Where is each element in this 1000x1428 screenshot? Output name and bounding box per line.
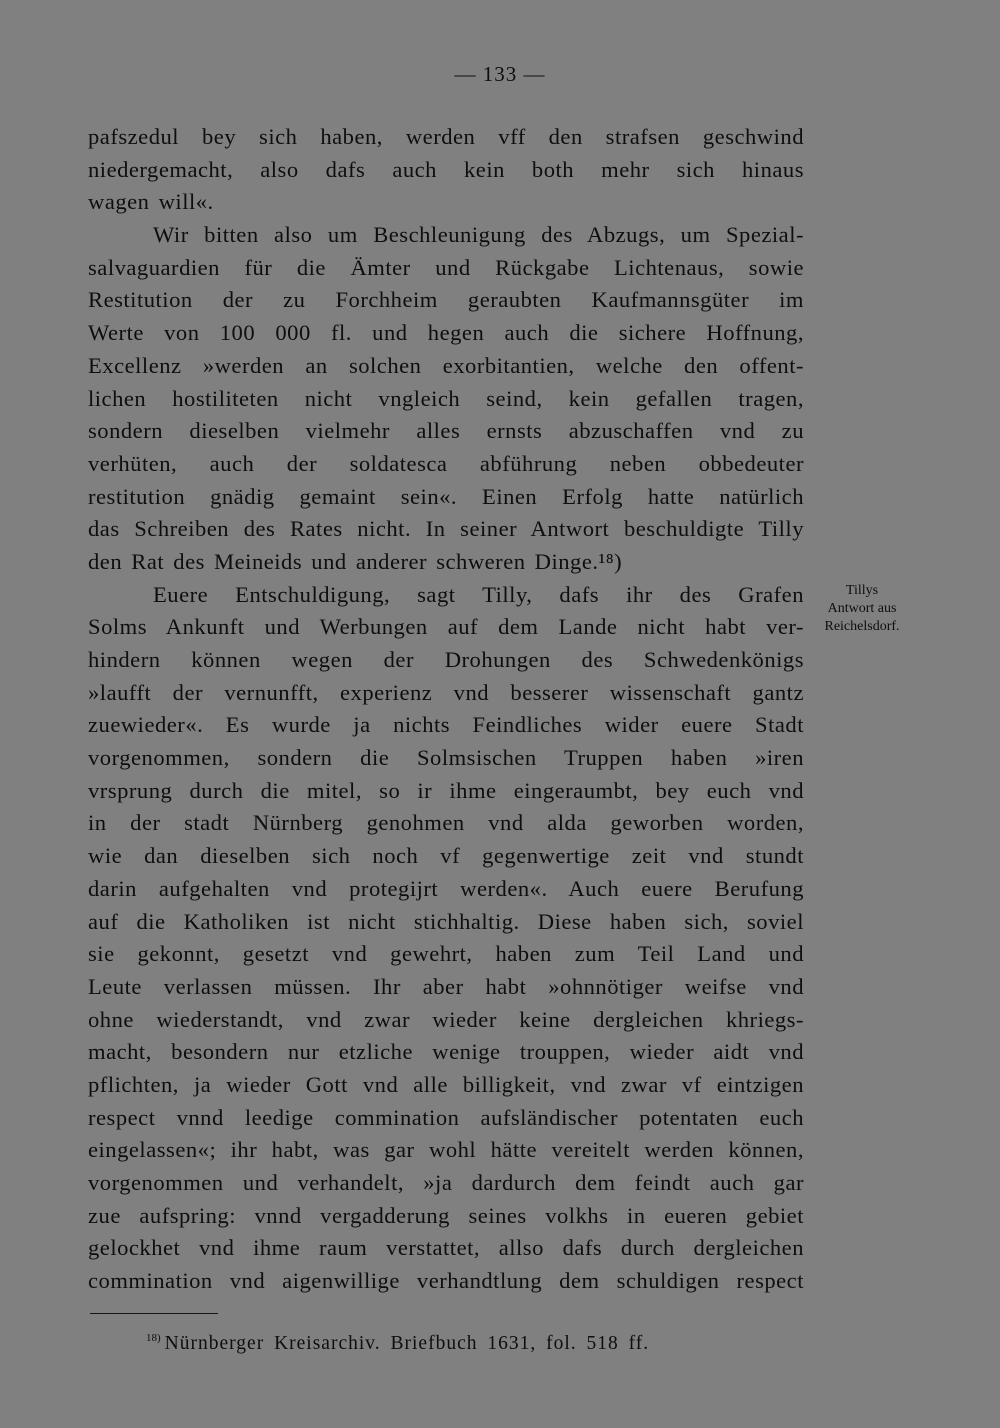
text-line: vorgenommen und verhandelt, »ja dardurch dem feindt auch gar (88, 1170, 804, 1195)
text-line: Restitution der zu Forchheim geraubten Kaufmannsgüter im (88, 287, 804, 313)
text-line: verhüten, auch der soldatesca abführung neben obbedeuter (88, 450, 804, 476)
text-line: vrsprung durch die mitel, so ir ihme eingeraumbt, bey euch vnd (88, 777, 804, 803)
text-line: ohne wiederstandt, vnd zwar wieder keine dergleichen khriegs- (88, 1006, 804, 1032)
margin-note (812, 582, 912, 636)
margin-note-line: Reichelsdorf. (824, 619, 900, 634)
footnote-text: Nürnberger Kreisarchiv. Briefbuch 1631, fol. 518 ff. (164, 1333, 650, 1354)
page-number: — 133 — (454, 62, 546, 86)
text-line: darin aufgehalten vnd protegijrt werden«. Auch euere Berufung (88, 875, 804, 901)
text-line: »laufft der vernunfft, experienz vnd besserer wissenschaft gantz (88, 679, 804, 705)
text-line: pafszedul bey sich haben, werden vff den strafsen geschwind (88, 124, 804, 149)
text-line: Excellenz »werden an solchen exorbitantien, welche den offent- (88, 352, 804, 378)
text-line: salvaguardien für die Ämter und Rückgabe Lichtenaus, sowie (88, 254, 804, 280)
text-line: eingelassen«; ihr habt, was gar wohl hätte vereitelt werden können, (88, 1137, 804, 1163)
text-line: macht, besondern nur etzliche wenige trouppen, wieder aidt vnd (88, 1039, 804, 1065)
text-line: sondern dieselben vielmehr alles ernsts abzuschaffen vnd zu (88, 418, 804, 444)
footnote-divider (90, 1313, 218, 1314)
text-line: auf die Katholiken ist nicht stichhaltig. Diese haben sich, soviel (88, 908, 804, 934)
margin-note-line: Tillys (845, 583, 879, 598)
text-line: lichen hostiliteten nicht vngleich seind, kein gefallen tragen, (88, 385, 804, 411)
text-line: sie gekonnt, gesetzt vnd gewehrt, haben zum Teil Land und (88, 941, 804, 967)
body-text (88, 121, 804, 1298)
text-line: commination vnd aigenwillige verhandtlung dem schuldigen respect (88, 1268, 804, 1294)
text-line: restitution gnädig gemaint sein«. Einen Erfolg hatte natürlich (88, 483, 804, 509)
text-line: Solms Ankunft und Werbungen auf dem Lande nicht habt ver- (88, 614, 804, 640)
text-line: Leute verlassen müssen. Ihr aber habt »ohnnötiger weifse vnd (88, 973, 804, 999)
footnote-marker: 18) (146, 1332, 161, 1344)
text-line: gelockhet vnd ihme raum verstattet, allso dafs durch dergleichen (88, 1235, 804, 1261)
footnote (146, 1332, 649, 1355)
text-line: Euere Entschuldigung, sagt Tilly, dafs ihr des Grafen (153, 581, 804, 607)
text-line: zue aufspring: vnnd vergadderung seines volkhs in eueren gebiet (88, 1202, 804, 1228)
text-line: wie dan dieselben sich noch vf gegenwertige zeit vnd stundt (88, 843, 804, 869)
text-line: vorgenommen, sondern die Solmsischen Truppen haben »iren (88, 745, 804, 771)
text-line: wagen will«. (88, 189, 214, 215)
text-line: Werte von 100 000 fl. und hegen auch die sichere Hoffnung, (88, 320, 804, 346)
text-line: den Rat des Meineids und anderer schweren Dinge.¹⁸) (88, 548, 623, 574)
text-line: zuewieder«. Es wurde ja nichts Feindliches wider euere Stadt (88, 712, 804, 738)
text-line: pflichten, ja wieder Gott vnd alle billigkeit, vnd zwar vf eintzigen (88, 1071, 804, 1097)
text-line: in der stadt Nürnberg genohmen vnd alda geworben worden, (88, 810, 804, 836)
text-line: respect vnnd leedige commination aufsländischer potentaten euch (88, 1104, 804, 1130)
text-line: Wir bitten also um Beschleunigung des Abzugs, um Spezial- (153, 222, 804, 248)
text-line: hindern können wegen der Drohungen des Schwedenkönigs (88, 647, 804, 672)
text-line: das Schreiben des Rates nicht. In seiner Antwort beschuldigte Tilly (88, 516, 804, 542)
text-line: niedergemacht, also dafs auch kein both mehr sich hinaus (88, 156, 804, 182)
margin-note-line: Antwort aus (827, 601, 897, 616)
